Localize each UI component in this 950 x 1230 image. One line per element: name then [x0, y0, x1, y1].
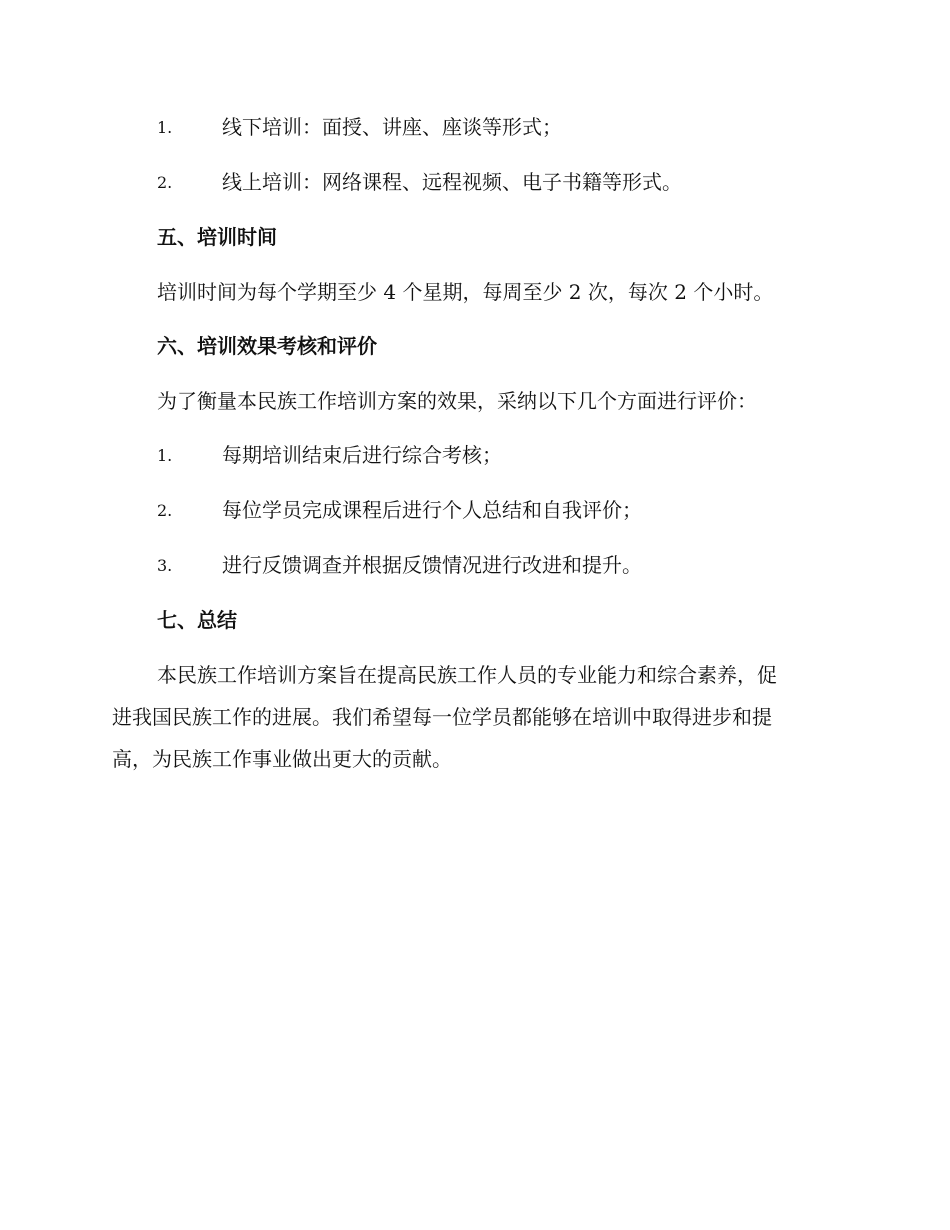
paragraph-summary-line: 高，为民族工作事业做出更大的贡献。 [112, 747, 452, 771]
list-item-evaluation: 每期培训结束后进行综合考核； [222, 443, 502, 467]
list-number: 2. [157, 173, 173, 192]
paragraph-summary-line: 进我国民族工作的进展。我们希望每一位学员都能够在培训中取得进步和提 [112, 705, 772, 729]
list-number: 1. [157, 118, 173, 137]
list-number: 1. [157, 446, 173, 465]
paragraph-training-time: 培训时间为每个学期至少 4 个星期，每周至少 2 次，每次 2 个小时。 [157, 280, 774, 304]
list-item-online-training: 线上培训：网络课程、远程视频、电子书籍等形式。 [222, 170, 682, 194]
list-item-evaluation: 进行反馈调查并根据反馈情况进行改进和提升。 [222, 553, 642, 577]
list-item-evaluation: 每位学员完成课程后进行个人总结和自我评价； [222, 498, 642, 522]
paragraph-evaluation-intro: 为了衡量本民族工作培训方案的效果，采纳以下几个方面进行评价： [157, 389, 757, 413]
section-heading-training-time: 五、培训时间 [157, 225, 277, 249]
section-heading-evaluation: 六、培训效果考核和评价 [157, 334, 377, 358]
list-item-offline-training: 线下培训：面授、讲座、座谈等形式； [222, 115, 562, 139]
paragraph-summary-line: 本民族工作培训方案旨在提高民族工作人员的专业能力和综合素养，促 [157, 663, 777, 687]
list-number: 3. [157, 556, 173, 575]
list-number: 2. [157, 501, 173, 520]
section-heading-summary: 七、总结 [157, 608, 237, 632]
